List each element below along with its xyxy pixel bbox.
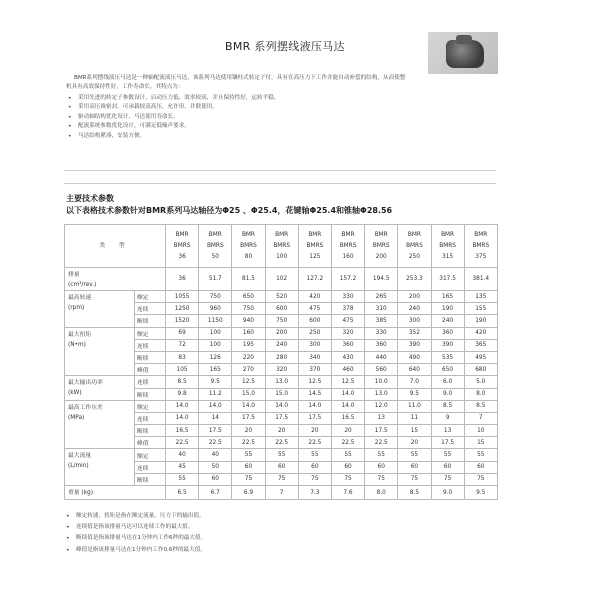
value-cell: 560 bbox=[365, 364, 398, 376]
param-name-line: (MPa) bbox=[68, 414, 85, 421]
value-cell: 940 bbox=[232, 315, 265, 327]
value-cell: 270 bbox=[232, 364, 265, 376]
table-row bbox=[65, 291, 498, 303]
value-cell: 75 bbox=[232, 473, 265, 485]
param-name-line: (cm³/rev.) bbox=[68, 282, 97, 288]
intro-paragraph: BMR系列摆线液压马达是一种轴配流液压马达，该系列马达使用镶柱式转定子付，具有在高压力下工作并能自动补偿的结构，从而使整机具有高效保持性好，工作寿命长。其特点为： bbox=[66, 75, 406, 90]
condition-cell: 连续 bbox=[135, 303, 166, 315]
value-cell: 60 bbox=[464, 461, 497, 473]
value-cell: 40 bbox=[199, 449, 232, 461]
value-cell: 194.5 bbox=[365, 268, 398, 291]
model-header-line: BMR bbox=[341, 231, 355, 238]
intro-section bbox=[66, 74, 406, 141]
value-cell: 22.5 bbox=[365, 437, 398, 449]
value-cell: 165 bbox=[199, 364, 232, 376]
specs-table bbox=[64, 224, 498, 500]
feature-item: • 驱动轴结构优化设计，马达使用寿命长。 bbox=[66, 113, 406, 122]
table-row bbox=[65, 376, 498, 388]
value-cell: 360 bbox=[331, 339, 364, 351]
value-cell: 60 bbox=[365, 461, 398, 473]
value-cell: 475 bbox=[331, 315, 364, 327]
value-cell: 195 bbox=[232, 339, 265, 351]
param-name-line: 最高工作压差 bbox=[68, 404, 103, 411]
param-name-line: 重量 (kg) bbox=[68, 490, 93, 496]
value-cell: 22.5 bbox=[331, 437, 364, 449]
value-cell: 14.0 bbox=[232, 400, 265, 412]
value-cell: 11.2 bbox=[199, 388, 232, 400]
value-cell: 8.5 bbox=[431, 400, 464, 412]
value-cell: 640 bbox=[398, 364, 431, 376]
value-cell: 75 bbox=[398, 473, 431, 485]
value-cell: 490 bbox=[398, 351, 431, 363]
value-cell: 9.8 bbox=[166, 388, 199, 400]
value-cell: 240 bbox=[398, 303, 431, 315]
param-name-line: 最高转速 bbox=[68, 295, 92, 301]
table-row bbox=[65, 486, 498, 500]
value-cell: 12.5 bbox=[331, 376, 364, 388]
value-cell: 300 bbox=[398, 315, 431, 327]
model-header-cell bbox=[464, 225, 497, 268]
note-item: • 额定转速、扭矩是指在额定流量、压力下的输出值。 bbox=[64, 511, 464, 522]
value-cell: 385 bbox=[365, 315, 398, 327]
value-cell: 60 bbox=[431, 461, 464, 473]
model-header-cell bbox=[232, 225, 265, 268]
value-cell: 475 bbox=[298, 303, 331, 315]
value-cell: 960 bbox=[199, 303, 232, 315]
feature-item: • 采用高压锥密封，可承载较高高压，允许串、并联使用。 bbox=[66, 103, 406, 112]
value-cell: 240 bbox=[265, 339, 298, 351]
table-row bbox=[65, 268, 498, 291]
value-cell: 14.0 bbox=[166, 412, 199, 424]
value-cell: 8.0 bbox=[365, 486, 398, 500]
value-cell: 750 bbox=[232, 303, 265, 315]
value-cell: 12.5 bbox=[298, 376, 331, 388]
value-cell: 55 bbox=[464, 449, 497, 461]
value-cell: 13.0 bbox=[365, 388, 398, 400]
value-cell: 60 bbox=[398, 461, 431, 473]
value-cell: 320 bbox=[265, 364, 298, 376]
table-row bbox=[65, 400, 498, 412]
value-cell: 60 bbox=[199, 473, 232, 485]
value-cell: 650 bbox=[232, 291, 265, 303]
model-header-cell bbox=[365, 225, 398, 268]
value-cell: 55 bbox=[232, 449, 265, 461]
table-row bbox=[65, 327, 498, 339]
model-header-line: BMRS bbox=[339, 242, 357, 249]
value-cell: 20 bbox=[398, 437, 431, 449]
value-cell: 22.5 bbox=[199, 437, 232, 449]
value-cell: 55 bbox=[365, 449, 398, 461]
value-cell: 190 bbox=[464, 315, 497, 327]
value-cell: 520 bbox=[265, 291, 298, 303]
model-header-line: BMR bbox=[474, 231, 488, 238]
condition-cell: 断续 bbox=[135, 351, 166, 363]
value-cell: 14.0 bbox=[298, 400, 331, 412]
value-cell: 200 bbox=[265, 327, 298, 339]
motor-cap-shape bbox=[456, 35, 472, 44]
value-cell: 75 bbox=[431, 473, 464, 485]
model-header-line: BMRS bbox=[173, 242, 191, 249]
value-cell: 157.2 bbox=[331, 268, 364, 291]
param-name-line: (kW) bbox=[68, 390, 82, 397]
value-cell: 365 bbox=[464, 339, 497, 351]
model-header-row bbox=[65, 225, 498, 268]
model-header-line: 36 bbox=[178, 253, 186, 260]
value-cell: 135 bbox=[464, 291, 497, 303]
param-name-cell bbox=[65, 449, 135, 486]
motor-body-shape bbox=[446, 40, 484, 68]
value-cell: 6.7 bbox=[199, 486, 232, 500]
value-cell: 6.9 bbox=[232, 486, 265, 500]
model-header-line: BMR bbox=[374, 231, 388, 238]
value-cell: 300 bbox=[298, 339, 331, 351]
param-name-line: (N•m) bbox=[68, 341, 86, 348]
value-cell: 75 bbox=[331, 473, 364, 485]
model-header-line: 375 bbox=[475, 253, 487, 260]
value-cell: 20 bbox=[265, 425, 298, 437]
value-cell: 1150 bbox=[199, 315, 232, 327]
value-cell: 265 bbox=[365, 291, 398, 303]
value-cell: 22.5 bbox=[298, 437, 331, 449]
param-name-cell bbox=[65, 486, 166, 500]
value-cell: 13 bbox=[431, 425, 464, 437]
specs-body bbox=[65, 268, 498, 500]
value-cell: 253.3 bbox=[398, 268, 431, 291]
value-cell: 22.5 bbox=[166, 437, 199, 449]
model-header-line: 80 bbox=[244, 253, 253, 260]
value-cell: 14.0 bbox=[166, 400, 199, 412]
value-cell: 8.5 bbox=[166, 376, 199, 388]
param-name-line: (rpm) bbox=[68, 305, 85, 311]
feature-list bbox=[66, 94, 406, 141]
value-cell: 600 bbox=[265, 303, 298, 315]
value-cell: 127.2 bbox=[298, 268, 331, 291]
feature-item: • 采用先进的转定子参数设计，启动压力低、效率较高，并且保持性好，运转平稳。 bbox=[66, 94, 406, 103]
divider-top bbox=[64, 170, 496, 171]
param-name-line: 排量 bbox=[68, 272, 80, 278]
value-cell: 20 bbox=[232, 425, 265, 437]
value-cell: 5.0 bbox=[464, 376, 497, 388]
table-row bbox=[65, 449, 498, 461]
value-cell: 15.0 bbox=[232, 388, 265, 400]
value-cell: 370 bbox=[298, 364, 331, 376]
value-cell: 15.0 bbox=[265, 388, 298, 400]
value-cell: 55 bbox=[166, 473, 199, 485]
value-cell: 9 bbox=[431, 412, 464, 424]
value-cell: 55 bbox=[265, 449, 298, 461]
value-cell: 60 bbox=[331, 461, 364, 473]
value-cell: 17.5 bbox=[232, 412, 265, 424]
value-cell: 17.5 bbox=[199, 425, 232, 437]
value-cell: 280 bbox=[265, 351, 298, 363]
value-cell: 75 bbox=[265, 473, 298, 485]
param-name-cell bbox=[65, 376, 135, 400]
param-name-cell bbox=[65, 400, 135, 449]
model-header-line: BMRS bbox=[206, 242, 224, 249]
value-cell: 11.0 bbox=[398, 400, 431, 412]
model-header-cell bbox=[199, 225, 232, 268]
condition-cell: 额定 bbox=[135, 400, 166, 412]
value-cell: 200 bbox=[398, 291, 431, 303]
model-header-line: 100 bbox=[276, 253, 288, 260]
value-cell: 310 bbox=[365, 303, 398, 315]
value-cell: 360 bbox=[431, 327, 464, 339]
value-cell: 75 bbox=[464, 473, 497, 485]
value-cell: 100 bbox=[199, 327, 232, 339]
note-item: • 连续值是指该排量马达可以连续工作的最大值。 bbox=[64, 522, 464, 533]
value-cell: 126 bbox=[199, 351, 232, 363]
value-cell: 9.0 bbox=[431, 388, 464, 400]
note-item: • 峰值是指该排量马达在1分钟内工作0.6秒的最大值。 bbox=[64, 545, 464, 556]
value-cell: 7 bbox=[464, 412, 497, 424]
notes-section bbox=[64, 511, 464, 556]
value-cell: 72 bbox=[166, 339, 199, 351]
value-cell: 20 bbox=[331, 425, 364, 437]
value-cell: 22.5 bbox=[265, 437, 298, 449]
value-cell: 430 bbox=[331, 351, 364, 363]
model-header-line: BMR bbox=[441, 231, 455, 238]
value-cell: 440 bbox=[365, 351, 398, 363]
condition-cell: 断续 bbox=[135, 315, 166, 327]
note-item: • 断续值是指该排量马达在1分钟内工作6秒的最大值。 bbox=[64, 533, 464, 544]
value-cell: 155 bbox=[464, 303, 497, 315]
value-cell: 9.5 bbox=[199, 376, 232, 388]
value-cell: 160 bbox=[232, 327, 265, 339]
value-cell: 22.5 bbox=[232, 437, 265, 449]
model-header-line: BMRS bbox=[306, 242, 324, 249]
value-cell: 17.5 bbox=[431, 437, 464, 449]
value-cell: 390 bbox=[431, 339, 464, 351]
notes-list bbox=[64, 511, 464, 556]
value-cell: 83 bbox=[166, 351, 199, 363]
value-cell: 7.3 bbox=[298, 486, 331, 500]
condition-cell: 峰值 bbox=[135, 437, 166, 449]
value-cell: 381.4 bbox=[464, 268, 497, 291]
condition-cell: 连续 bbox=[135, 461, 166, 473]
model-header-line: BMR bbox=[275, 231, 289, 238]
value-cell: 55 bbox=[431, 449, 464, 461]
page-title: BMR 系列摆线液压马达 bbox=[225, 40, 345, 53]
value-cell: 7.6 bbox=[331, 486, 364, 500]
value-cell: 680 bbox=[464, 364, 497, 376]
value-cell: 51.7 bbox=[199, 268, 232, 291]
value-cell: 9.0 bbox=[431, 486, 464, 500]
value-cell: 69 bbox=[166, 327, 199, 339]
value-cell: 460 bbox=[331, 364, 364, 376]
condition-cell: 断续 bbox=[135, 425, 166, 437]
model-header-cell bbox=[398, 225, 431, 268]
condition-cell: 额定 bbox=[135, 449, 166, 461]
value-cell: 10.0 bbox=[365, 376, 398, 388]
value-cell: 17.5 bbox=[365, 425, 398, 437]
value-cell: 1250 bbox=[166, 303, 199, 315]
condition-cell: 断续 bbox=[135, 388, 166, 400]
value-cell: 8.0 bbox=[464, 388, 497, 400]
value-cell: 10 bbox=[464, 425, 497, 437]
model-header-line: BMR bbox=[175, 231, 189, 238]
value-cell: 13.0 bbox=[265, 376, 298, 388]
value-cell: 8.5 bbox=[464, 400, 497, 412]
type-header: 类 型 bbox=[65, 225, 166, 268]
model-header-line: 160 bbox=[342, 253, 354, 260]
value-cell: 11 bbox=[398, 412, 431, 424]
value-cell: 55 bbox=[298, 449, 331, 461]
value-cell: 60 bbox=[265, 461, 298, 473]
value-cell: 340 bbox=[298, 351, 331, 363]
model-header-line: BMR bbox=[241, 231, 255, 238]
value-cell: 40 bbox=[166, 449, 199, 461]
model-header-line: BMRS bbox=[406, 242, 423, 249]
value-cell: 17.5 bbox=[298, 412, 331, 424]
model-header-line: 125 bbox=[309, 253, 321, 260]
value-cell: 14.0 bbox=[199, 400, 232, 412]
value-cell: 14 bbox=[199, 412, 232, 424]
value-cell: 14.0 bbox=[331, 388, 364, 400]
value-cell: 317.5 bbox=[431, 268, 464, 291]
value-cell: 250 bbox=[298, 327, 331, 339]
model-header-cell bbox=[431, 225, 464, 268]
divider-bottom bbox=[64, 183, 496, 184]
condition-cell: 连续 bbox=[135, 376, 166, 388]
model-header-line: 50 bbox=[211, 253, 219, 260]
value-cell: 420 bbox=[464, 327, 497, 339]
value-cell: 352 bbox=[398, 327, 431, 339]
feature-item: • 配流系统参数优化设计，可满足低噪声要求。 bbox=[66, 122, 406, 131]
value-cell: 55 bbox=[331, 449, 364, 461]
model-header-line: BMRS bbox=[273, 242, 290, 249]
value-cell: 9.5 bbox=[464, 486, 497, 500]
condition-cell: 峰值 bbox=[135, 364, 166, 376]
value-cell: 15 bbox=[464, 437, 497, 449]
model-header-line: 250 bbox=[408, 253, 420, 260]
condition-cell: 额定 bbox=[135, 291, 166, 303]
value-cell: 13 bbox=[365, 412, 398, 424]
value-cell: 320 bbox=[331, 327, 364, 339]
value-cell: 190 bbox=[431, 303, 464, 315]
model-header-line: BMR bbox=[308, 231, 322, 238]
specs-subheading: 以下表格技术参数针对BMR系列马达轴径为Φ25 、Φ25.4，花键轴Φ25.4和锥轴Φ28.56 bbox=[66, 206, 393, 215]
model-header-line: BMRS bbox=[439, 242, 456, 249]
value-cell: 1520 bbox=[166, 315, 199, 327]
param-name-cell bbox=[65, 291, 135, 328]
value-cell: 81.5 bbox=[232, 268, 265, 291]
specs-heading: 主要技术参数 bbox=[66, 194, 114, 203]
value-cell: 75 bbox=[298, 473, 331, 485]
feature-item: • 马达结构紧凑，安装方便。 bbox=[66, 132, 406, 141]
value-cell: 16.5 bbox=[331, 412, 364, 424]
value-cell: 60 bbox=[298, 461, 331, 473]
model-header-cell bbox=[166, 225, 199, 268]
value-cell: 330 bbox=[365, 327, 398, 339]
value-cell: 420 bbox=[298, 291, 331, 303]
value-cell: 1055 bbox=[166, 291, 199, 303]
model-header-line: BMR bbox=[208, 231, 222, 238]
value-cell: 16.5 bbox=[166, 425, 199, 437]
value-cell: 45 bbox=[166, 461, 199, 473]
model-header-line: 315 bbox=[442, 253, 454, 260]
model-header-cell bbox=[265, 225, 298, 268]
value-cell: 750 bbox=[199, 291, 232, 303]
param-name-line: (L/min) bbox=[68, 463, 89, 470]
param-name-cell bbox=[65, 327, 135, 376]
value-cell: 105 bbox=[166, 364, 199, 376]
value-cell: 12.5 bbox=[232, 376, 265, 388]
model-header-line: BMRS bbox=[472, 242, 490, 249]
value-cell: 14.0 bbox=[265, 400, 298, 412]
value-cell: 165 bbox=[431, 291, 464, 303]
model-header-cell bbox=[298, 225, 331, 268]
value-cell: 14.0 bbox=[331, 400, 364, 412]
value-cell: 7.0 bbox=[398, 376, 431, 388]
model-header-line: 200 bbox=[375, 253, 387, 260]
value-cell: 750 bbox=[265, 315, 298, 327]
value-cell: 535 bbox=[431, 351, 464, 363]
model-header-cell bbox=[331, 225, 364, 268]
value-cell: 220 bbox=[232, 351, 265, 363]
value-cell: 60 bbox=[232, 461, 265, 473]
param-name-line: 最大输出功率 bbox=[68, 380, 103, 387]
value-cell: 390 bbox=[398, 339, 431, 351]
condition-cell: 额定 bbox=[135, 327, 166, 339]
value-cell: 650 bbox=[431, 364, 464, 376]
condition-cell: 连续 bbox=[135, 412, 166, 424]
value-cell: 36 bbox=[166, 268, 199, 291]
value-cell: 15 bbox=[398, 425, 431, 437]
value-cell: 20 bbox=[298, 425, 331, 437]
condition-cell: 连续 bbox=[135, 339, 166, 351]
model-header-line: BMR bbox=[407, 231, 421, 238]
value-cell: 50 bbox=[199, 461, 232, 473]
value-cell: 7 bbox=[265, 486, 298, 500]
value-cell: 55 bbox=[398, 449, 431, 461]
value-cell: 17.5 bbox=[265, 412, 298, 424]
value-cell: 12.0 bbox=[365, 400, 398, 412]
value-cell: 102 bbox=[265, 268, 298, 291]
value-cell: 6.0 bbox=[431, 376, 464, 388]
value-cell: 495 bbox=[464, 351, 497, 363]
value-cell: 378 bbox=[331, 303, 364, 315]
value-cell: 240 bbox=[431, 315, 464, 327]
motor-photo bbox=[428, 32, 498, 74]
value-cell: 9.5 bbox=[398, 388, 431, 400]
param-name-line: 最大流量 bbox=[68, 453, 92, 460]
value-cell: 14.5 bbox=[298, 388, 331, 400]
condition-cell: 断续 bbox=[135, 473, 166, 485]
value-cell: 330 bbox=[331, 291, 364, 303]
model-header-line: BMRS bbox=[372, 242, 390, 249]
param-name-line: 最大扭矩 bbox=[68, 331, 92, 338]
value-cell: 100 bbox=[199, 339, 232, 351]
value-cell: 8.5 bbox=[398, 486, 431, 500]
value-cell: 6.5 bbox=[166, 486, 199, 500]
value-cell: 360 bbox=[365, 339, 398, 351]
value-cell: 75 bbox=[365, 473, 398, 485]
value-cell: 600 bbox=[298, 315, 331, 327]
model-header-line: BMRS bbox=[240, 242, 257, 249]
param-name-cell bbox=[65, 268, 166, 291]
